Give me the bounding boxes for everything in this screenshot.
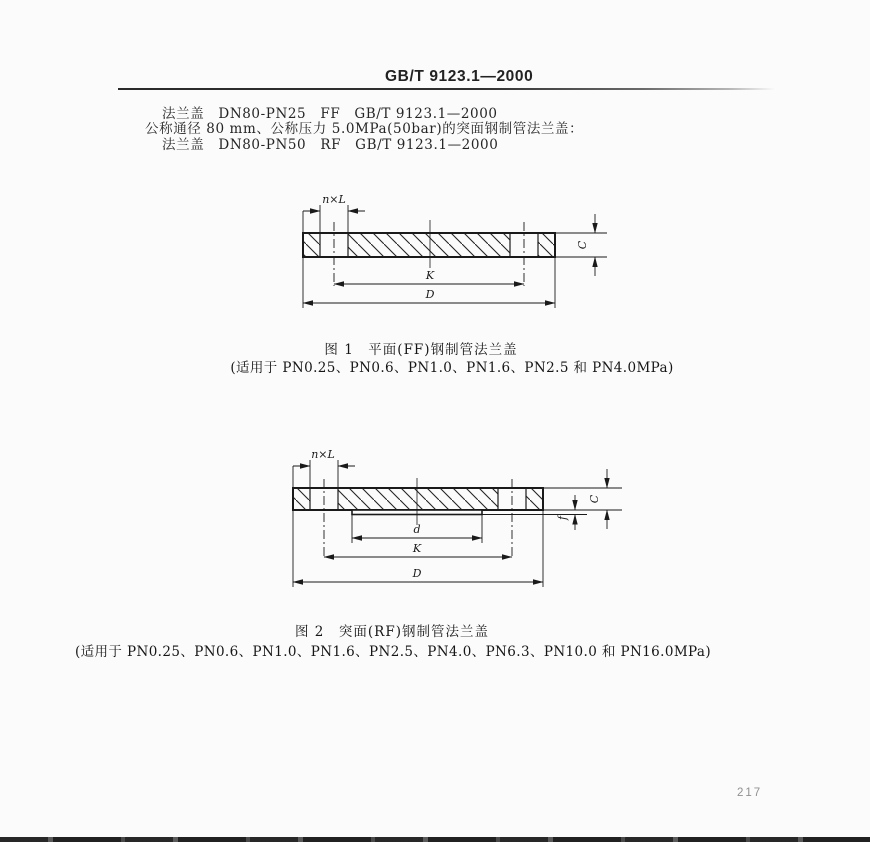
fig1-flange-plate-section: [303, 233, 555, 257]
fig1-label-thickness: C: [576, 240, 589, 250]
marking-example-line-1: 法兰盖 DN80-PN25 FF GB/T 9123.1—2000: [162, 106, 498, 122]
fig2-label-face-diameter: d: [413, 523, 421, 536]
fig2-flange-plate-section: [293, 488, 543, 515]
fig2-label-thickness: C: [588, 494, 601, 504]
fig1-label-bolt-holes: n×L: [322, 193, 346, 206]
fig2-label-face-height: f: [556, 515, 569, 521]
figure-1-scope: (适用于 PN0.25、PN0.6、PN1.0、PN1.6、PN2.5 和 PN4.0MPa): [230, 360, 674, 376]
header-rule: [118, 88, 775, 90]
figure-2-caption: 图 2 突面(RF)钢制管法兰盖: [295, 624, 489, 640]
page-number: 217: [737, 787, 763, 799]
scan-edge-artifact: [0, 837, 870, 842]
marking-example-line-2: 公称通径 80 mm、公称压力 5.0MPa(50bar)的突面钢制管法兰盖：: [145, 121, 584, 137]
figure-1-drawing: [280, 192, 620, 320]
fig2-label-outer-diameter: D: [412, 567, 422, 580]
fig2-label-bolt-holes: n×L: [311, 448, 335, 461]
fig1-label-outer-diameter: D: [425, 288, 435, 301]
marking-example-line-3: 法兰盖 DN80-PN50 RF GB/T 9123.1—2000: [162, 137, 499, 153]
figure-2-scope: (适用于 PN0.25、PN0.6、PN1.0、PN1.6、PN2.5、PN4.0、PN6.3、PN10.0 和 PN16.0MPa): [74, 644, 712, 660]
fig1-label-bolt-circle: K: [425, 269, 435, 282]
figure-1-caption: 图 1 平面(FF)钢制管法兰盖: [324, 342, 518, 358]
fig2-label-bolt-circle: K: [412, 542, 422, 555]
figure-2-drawing: [270, 448, 630, 593]
standard-number-header: GB/T 9123.1—2000: [385, 68, 534, 85]
